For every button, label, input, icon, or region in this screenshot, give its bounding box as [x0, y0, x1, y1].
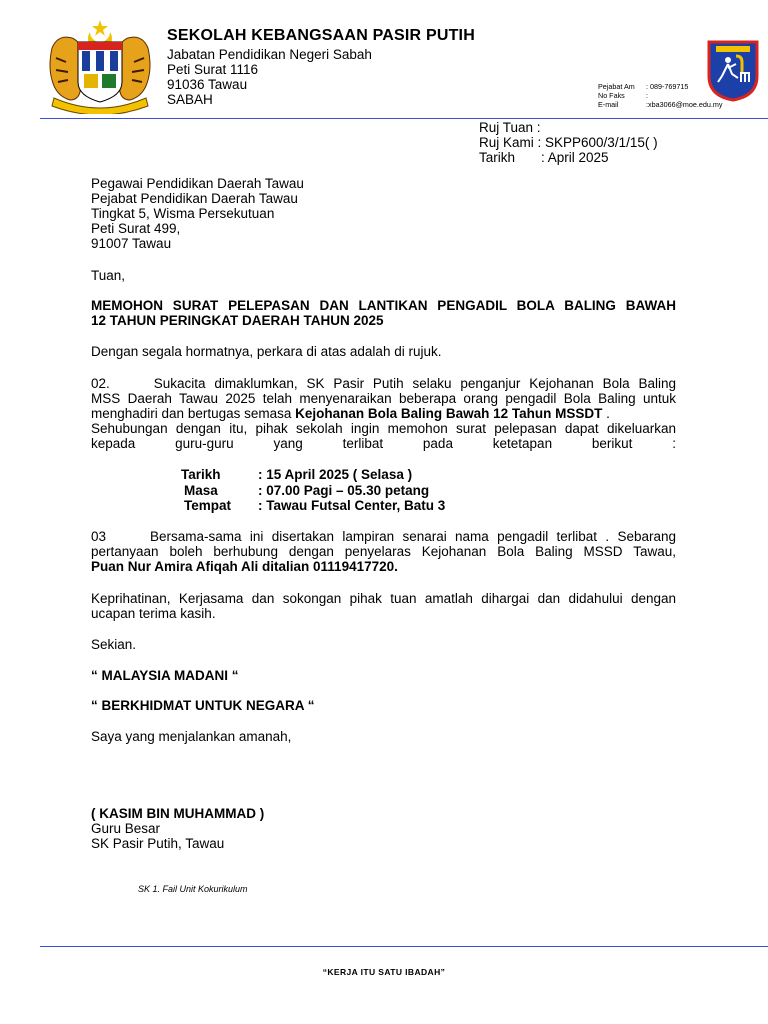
footer-motto: “KERJA ITU SATU IBADAH” [322, 967, 446, 977]
malaysia-coat-of-arms-icon [44, 18, 156, 114]
para-line: kepada guru-guru yang terlibat pada ketetapan berikut : [91, 436, 676, 451]
address-line: SABAH [167, 92, 213, 107]
cc-note: SK 1. Fail Unit Kokurikulum [138, 884, 248, 894]
closing-paragraph [91, 591, 676, 621]
para-line: menghadiri dan bertugas semasa Kejohanan Bola Baling Bawah 12 Tahun MSSDT . [91, 406, 610, 421]
address-line: 91036 Tawau [167, 77, 248, 92]
contact-fax: No Faks : [598, 91, 648, 100]
tarikh-ref: Tarikh : April 2025 [479, 150, 609, 165]
footer-divider [40, 946, 768, 947]
detail-tempat: Tempat : Tawau Futsal Center, Batu 3 [184, 498, 446, 513]
amanah-line: Saya yang menjalankan amanah, [91, 729, 292, 744]
para-line: ucapan terima kasih. [91, 606, 216, 621]
paragraph-02 [91, 376, 676, 451]
sekian: Sekian. [91, 637, 137, 652]
address-line: Jabatan Pendidikan Negeri Sabah [167, 47, 372, 62]
contact-email: E-mail :xba3066@moe.edu.my [598, 100, 723, 109]
school-name: SEKOLAH KEBANGSAAN PASIR PUTIH [167, 27, 475, 44]
recipient-line: Pegawai Pendidikan Daerah Tawau [91, 176, 304, 191]
signatory-name: ( KASIM BIN MUHAMMAD ) [91, 806, 265, 821]
ruj-kami: Ruj Kami : SKPP600/3/1/15( ) [479, 135, 658, 150]
contact-phone: Pejabat Am : 089-769715 [598, 82, 689, 91]
slogan-berkhidmat: “ BERKHIDMAT UNTUK NEGARA “ [91, 698, 315, 713]
para-line: Puan Nur Amira Afiqah Ali ditalian 01119417720. [91, 559, 398, 574]
signatory [91, 806, 676, 851]
signatory-title: Guru Besar [91, 821, 161, 836]
opening-sentence: Dengan segala hormatnya, perkara di atas adalah di rujuk. [91, 344, 442, 359]
address-line: Peti Surat 1116 [167, 62, 259, 77]
detail-tarikh: Tarikh : 15 April 2025 ( Selasa ) [181, 467, 413, 482]
para-line: Keprihatinan, Kerjasama dan sokongan pihak tuan amatlah dihargai dan didahului dengan [91, 591, 676, 606]
recipient-line: Peti Surat 499, [91, 221, 181, 236]
para-line: Sehubungan dengan itu, pihak sekolah ingin memohon surat pelepasan dapat dikeluarkan [91, 421, 676, 436]
subject-line: MEMOHON SURAT PELEPASAN DAN LANTIKAN PENGADIL BOLA BALING BAWAH [91, 298, 676, 313]
para-line: pertanyaan boleh berhubung dengan penyelaras Kejohanan Bola Baling MSSD Tawau, [91, 544, 676, 559]
header-divider [40, 118, 768, 119]
para-line: MSS Daerah Tawau 2025 telah menyenaraikan beberapa orang pengadil Bola Baling untuk [91, 391, 676, 406]
paragraph-03 [91, 529, 676, 574]
salutation: Tuan, [91, 268, 126, 283]
recipient-line: Pejabat Pendidikan Daerah Tawau [91, 191, 298, 206]
detail-masa: Masa : 07.00 Pagi – 05.30 petang [184, 483, 430, 498]
signatory-org: SK Pasir Putih, Tawau [91, 836, 225, 851]
ruj-tuan: Ruj Tuan : [479, 120, 541, 135]
para-line: 02. Sukacita dimaklumkan, SK Pasir Putih selaku penganjur Kejohanan Bola Baling [91, 376, 676, 391]
recipient-address [91, 176, 676, 251]
slogan-malaysia-madani: “ MALAYSIA MADANI “ [91, 668, 239, 683]
recipient-line: Tingkat 5, Wisma Persekutuan [91, 206, 275, 221]
recipient-line: 91007 Tawau [91, 236, 172, 251]
para-line: 03 Bersama-sama ini disertakan lampiran senarai nama pengadil terlibat . Sebarang [91, 529, 676, 544]
subject-line: 12 TAHUN PERINGKAT DAERAH TAHUN 2025 [91, 313, 384, 328]
contact-block [598, 82, 722, 109]
